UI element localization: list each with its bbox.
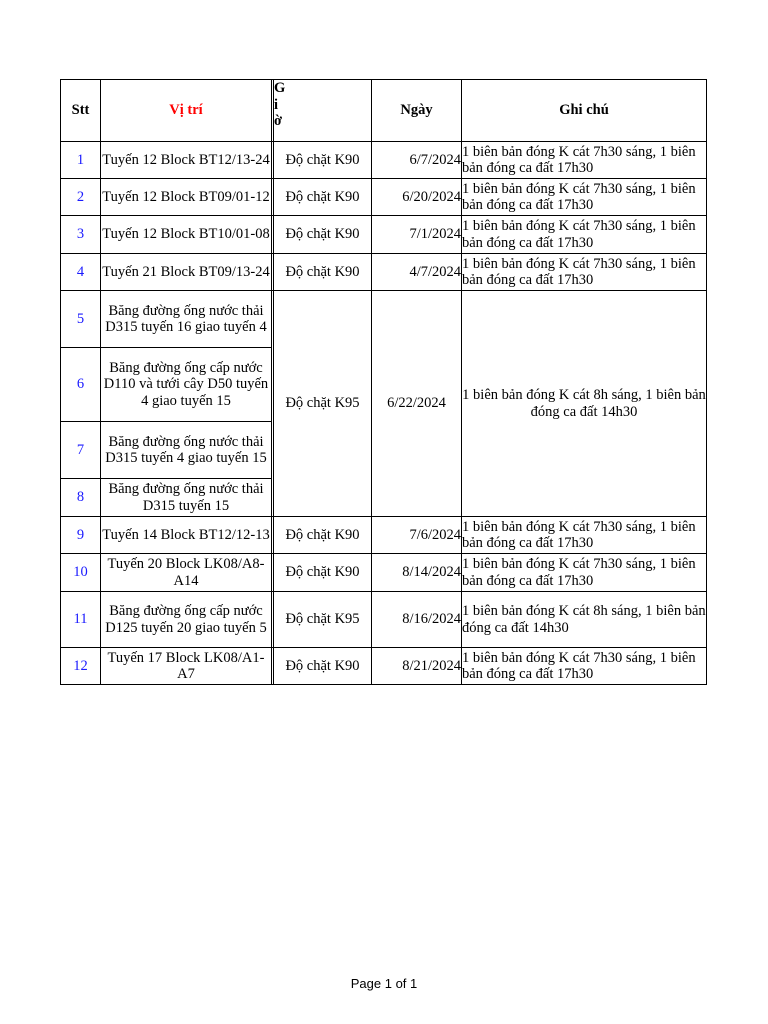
table-row xyxy=(61,254,707,291)
row-ghichu: 1 biên bản đóng K cát 8h sáng, 1 biên bản đóng ca đất 14h30 xyxy=(462,592,707,648)
table-row xyxy=(61,291,707,348)
row-ngay: 6/7/2024 xyxy=(372,142,462,179)
table-row xyxy=(61,142,707,179)
table-row xyxy=(61,517,707,554)
row-gio: Độ chặt K90 xyxy=(274,254,372,291)
row-vitri: Băng đường ống nước thải D315 tuyến 16 giao tuyến 4 xyxy=(101,291,272,348)
row-ngay: 7/1/2024 xyxy=(372,216,462,254)
row-stt: 10 xyxy=(61,554,101,592)
row-stt: 2 xyxy=(61,179,101,216)
row-stt: 6 xyxy=(61,348,101,422)
row-gio: Độ chặt K90 xyxy=(274,179,372,216)
header-ghichu: Ghi chú xyxy=(462,80,707,142)
row-vitri: Tuyến 12 Block BT12/13-24 xyxy=(101,142,272,179)
row-vitri: Tuyến 20 Block LK08/A8-A14 xyxy=(101,554,272,592)
row-ghichu: 1 biên bản đóng K cát 7h30 sáng, 1 biên bản đóng ca đất 17h30 xyxy=(462,254,707,291)
table-row xyxy=(61,179,707,216)
row-vitri: Băng đường ống nước thải D315 tuyến 15 xyxy=(101,479,272,517)
merged-ghichu: 1 biên bản đóng K cát 8h sáng, 1 biên bản đóng ca đất 14h30 xyxy=(462,291,707,517)
header-stt: Stt xyxy=(61,80,101,142)
merged-ngay: 6/22/2024 xyxy=(372,291,462,517)
row-ngay: 8/16/2024 xyxy=(372,592,462,648)
header-row xyxy=(61,80,707,142)
row-stt: 9 xyxy=(61,517,101,554)
row-gio: Độ chặt K90 xyxy=(274,142,372,179)
row-vitri: Tuyến 17 Block LK08/A1-A7 xyxy=(101,648,272,685)
row-gio: Độ chặt K90 xyxy=(274,648,372,685)
row-vitri: Băng đường ống nước thải D315 tuyến 4 giao tuyến 15 xyxy=(101,422,272,479)
row-stt: 4 xyxy=(61,254,101,291)
row-ghichu: 1 biên bản đóng K cát 7h30 sáng, 1 biên bản đóng ca đất 17h30 xyxy=(462,648,707,685)
row-stt: 1 xyxy=(61,142,101,179)
row-gio: Độ chặt K95 xyxy=(274,592,372,648)
row-vitri: Tuyến 21 Block BT09/13-24 xyxy=(101,254,272,291)
row-vitri: Tuyến 12 Block BT09/01-12 xyxy=(101,179,272,216)
header-vitri: Vị trí xyxy=(101,80,272,142)
header-gio: G i ờ xyxy=(274,80,372,142)
row-ghichu: 1 biên bản đóng K cát 7h30 sáng, 1 biên bản đóng ca đất 17h30 xyxy=(462,216,707,254)
table-row xyxy=(61,592,707,648)
row-stt: 8 xyxy=(61,479,101,517)
row-vitri: Băng đường ống cấp nước D110 và tưới cây D50 tuyến 4 giao tuyến 15 xyxy=(101,348,272,422)
row-stt: 11 xyxy=(61,592,101,648)
row-stt: 3 xyxy=(61,216,101,254)
row-vitri: Băng đường ống cấp nước D125 tuyến 20 giao tuyến 5 xyxy=(101,592,272,648)
row-gio: Độ chặt K90 xyxy=(274,517,372,554)
row-ghichu: 1 biên bản đóng K cát 7h30 sáng, 1 biên bản đóng ca đất 17h30 xyxy=(462,517,707,554)
row-ngay: 6/20/2024 xyxy=(372,179,462,216)
row-ngay: 4/7/2024 xyxy=(372,254,462,291)
row-ghichu: 1 biên bản đóng K cát 7h30 sáng, 1 biên bản đóng ca đất 17h30 xyxy=(462,554,707,592)
row-stt: 5 xyxy=(61,291,101,348)
merged-gio: Độ chặt K95 xyxy=(274,291,372,517)
row-gio: Độ chặt K90 xyxy=(274,216,372,254)
row-ghichu: 1 biên bản đóng K cát 7h30 sáng, 1 biên bản đóng ca đất 17h30 xyxy=(462,142,707,179)
row-ngay: 8/14/2024 xyxy=(372,554,462,592)
table-row xyxy=(61,216,707,254)
row-stt: 7 xyxy=(61,422,101,479)
table-row xyxy=(61,648,707,685)
row-vitri: Tuyến 14 Block BT12/12-13 xyxy=(101,517,272,554)
row-gio: Độ chặt K90 xyxy=(274,554,372,592)
row-ghichu: 1 biên bản đóng K cát 7h30 sáng, 1 biên bản đóng ca đất 17h30 xyxy=(462,179,707,216)
header-ngay: Ngày xyxy=(372,80,462,142)
row-stt: 12 xyxy=(61,648,101,685)
row-ngay: 8/21/2024 xyxy=(372,648,462,685)
row-vitri: Tuyến 12 Block BT10/01-08 xyxy=(101,216,272,254)
row-ngay: 7/6/2024 xyxy=(372,517,462,554)
work-log-table xyxy=(60,79,707,685)
page-footer: Page 1 of 1 xyxy=(350,976,418,991)
table-row xyxy=(61,554,707,592)
